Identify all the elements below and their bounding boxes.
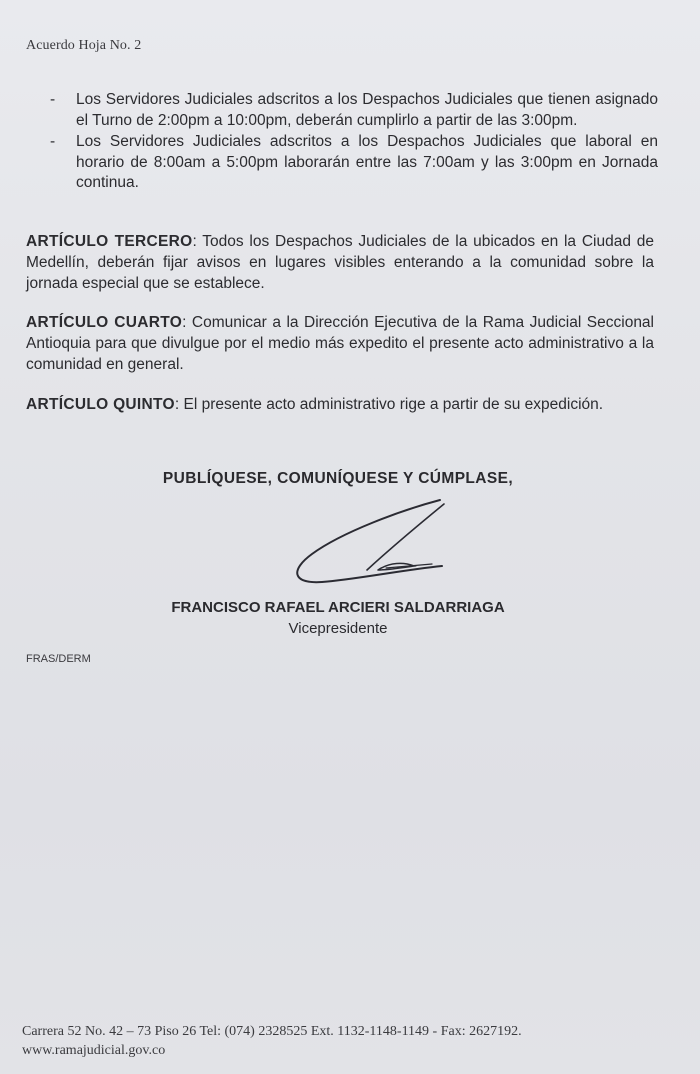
article-quinto [26, 394, 654, 415]
article-text: : El presente acto administrativo rige a partir de su expedición. [174, 396, 604, 413]
page-reference: Acuerdo Hoja No. 2 [26, 38, 142, 53]
article-title: ARTÍCULO CUARTO [26, 314, 183, 331]
article-title: ARTÍCULO TERCERO [26, 233, 193, 250]
article-cuarto [26, 312, 654, 375]
bullet-text: Los Servidores Judiciales adscritos a los Despachos Judiciales que tienen asignado el Turno de 2:00pm a 10:00pm, deberán cumplirlo a partir de las 3:00pm. [76, 91, 658, 129]
bullet-dash: - [50, 133, 56, 150]
article-text: : Comunicar a la Dirección Ejecutiva de la Rama Judicial Seccional Antioquia para que divulgue por el medio más expedito el presente acto administrativo a la comunidad en general. [26, 314, 654, 373]
article-text: : Todos los Despachos Judiciales de la ubicados en la Ciudad de Medellín, deberán fijar avisos en lugares visibles enterando a la comunidad sobre la jornada especial que se establece. [26, 233, 654, 292]
closing-formula: PUBLÍQUESE, COMUNÍQUESE Y CÚMPLASE, [162, 470, 514, 487]
handwritten-signature [282, 492, 462, 592]
signer-role: Vicepresidente [288, 620, 388, 637]
article-tercero [26, 231, 654, 294]
schedule-bullet-list [48, 90, 658, 195]
article-title: ARTÍCULO QUINTO [26, 396, 175, 413]
signer-name: FRANCISCO RAFAEL ARCIERI SALDARRIAGA [171, 599, 505, 616]
list-item [48, 90, 658, 131]
footer-website: www.ramajudicial.gov.co [22, 1043, 166, 1058]
bullet-dash: - [50, 91, 56, 108]
drafter-initials: FRAS/DERM [26, 653, 91, 665]
bullet-text: Los Servidores Judiciales adscritos a los Despachos Judiciales que laboral en horario de 8:00am a 5:00pm laborarán entre las 7:00am y las 3:00pm en Jornada continua. [76, 133, 658, 191]
list-item [48, 132, 658, 194]
footer-address: Carrera 52 No. 42 – 73 Piso 26 Tel: (074) 2328525 Ext. 1132-1148-1149 - Fax: 2627192. [22, 1024, 522, 1039]
